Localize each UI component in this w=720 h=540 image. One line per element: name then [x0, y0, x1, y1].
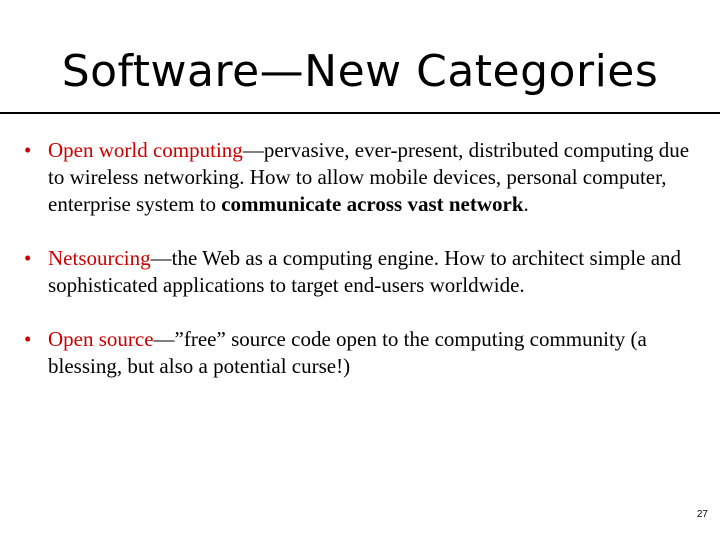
bullet-text: —”free” source code open to the computing community (a blessing, but also a potential curse!) — [48, 327, 647, 378]
bullet-term: Netsourcing — [48, 246, 151, 270]
bullet-marker: • — [24, 327, 32, 351]
bullet-open-world-computing — [24, 137, 704, 218]
title-divider — [0, 112, 720, 114]
bullet-marker: • — [24, 246, 32, 270]
bullet-term: Open source — [48, 327, 154, 351]
bullet-emphasis: communicate across vast network — [221, 192, 524, 216]
bullet-text: —the Web as a computing engine. How to architect simple and sophisticated applications to target end-users worldwide. — [48, 246, 682, 297]
bullet-open-source — [24, 326, 704, 380]
page-number: 27 — [696, 509, 708, 520]
bullet-end: . — [523, 192, 529, 216]
bullet-term: Open world computing — [48, 138, 243, 162]
bullet-text: —pervasive, ever-present, distributed computing due to wireless networking. How to allow mobile devices, personal computer, enterprise system to — [48, 138, 690, 216]
bullet-netsourcing — [24, 245, 704, 299]
bullet-list — [24, 137, 704, 407]
bullet-marker: • — [24, 138, 32, 162]
slide-title: Software—New Categories — [61, 46, 659, 97]
